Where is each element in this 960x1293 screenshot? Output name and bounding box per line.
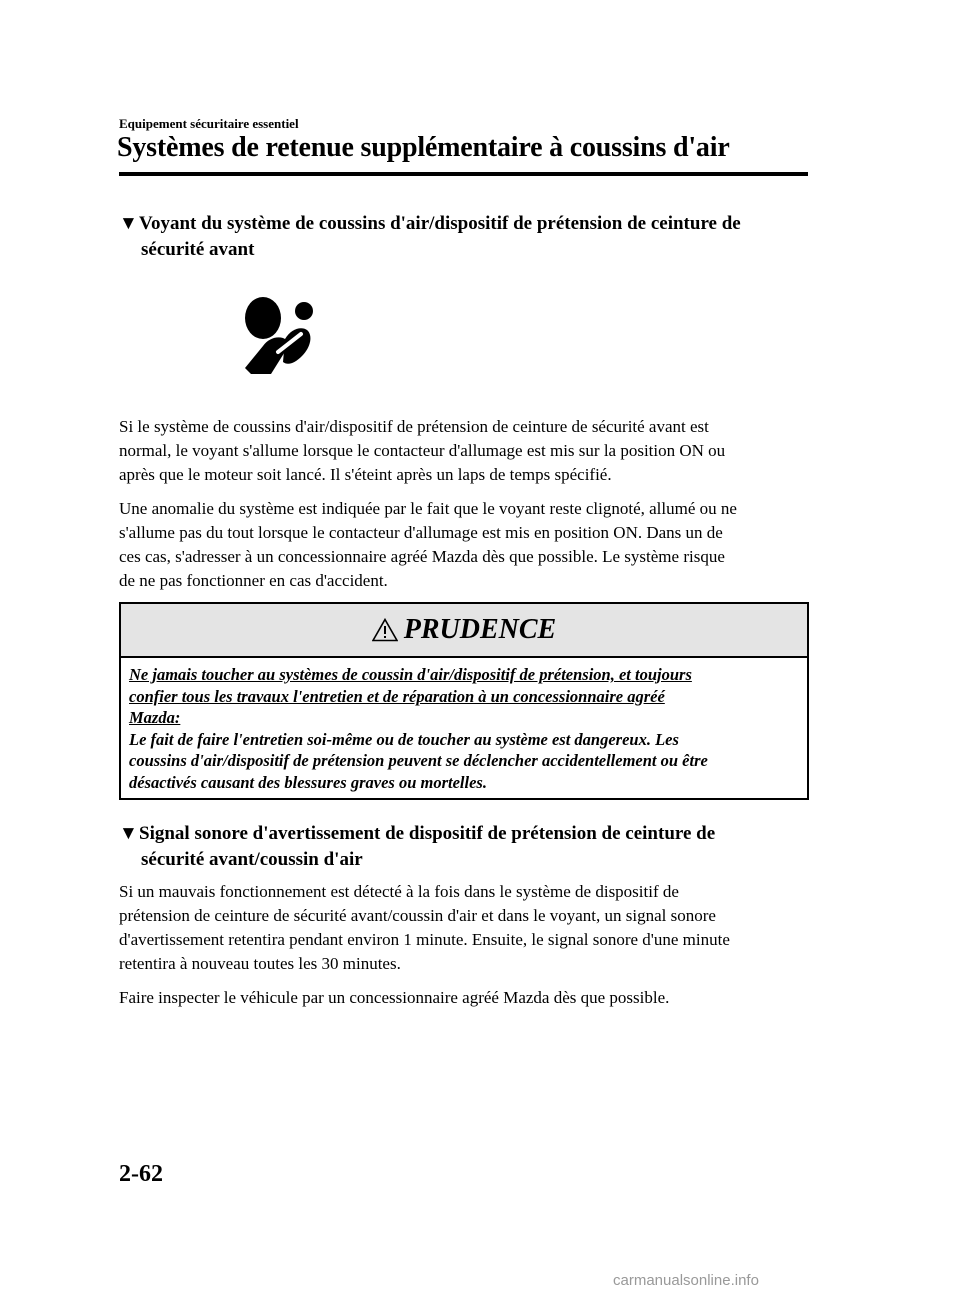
caution-underlined-line: Ne jamais toucher au systèmes de coussin d'air/dispositif de prétension, et toujours xyxy=(129,665,692,684)
text-line: de ne pas fonctionner en cas d'accident. xyxy=(119,571,388,590)
text-line: s'allume pas du tout lorsque le contacteur d'allumage est mis en position ON. Dans un de xyxy=(119,523,723,542)
section2-heading-line1: Signal sonore d'avertissement de dispositif de prétension de ceinture de xyxy=(139,823,716,844)
section1-paragraph1 xyxy=(119,415,819,487)
page-title: Systèmes de retenue supplémentaire à coussins d'air xyxy=(117,132,730,163)
caution-body xyxy=(121,658,807,793)
section2-paragraph1 xyxy=(119,880,819,976)
caution-underlined-line: confier tous les travaux l'entretien et de réparation à un concessionnaire agréé xyxy=(129,686,665,706)
text-line: Une anomalie du système est indiquée par le fait que le voyant reste clignoté, allumé ou ne xyxy=(119,499,737,518)
caution-title: PRUDENCE xyxy=(403,614,557,645)
section1-heading-line2: sécurité avant xyxy=(141,239,255,260)
section2-heading xyxy=(119,821,809,873)
caution-box xyxy=(119,602,809,800)
triangle-down-icon: ▼ xyxy=(119,213,138,234)
text-line: Si le système de coussins d'air/dispositif de prétension de ceinture de sécurité avant est xyxy=(119,417,709,436)
page-number: 2-62 xyxy=(119,1161,163,1187)
airbag-warning-icon xyxy=(241,296,316,376)
caution-header xyxy=(121,604,807,658)
text-line: d'avertissement retentira pendant environ 1 minute. Ensuite, le signal sonore d'une minute xyxy=(119,930,730,949)
caution-text-line: désactivés causant des blessures graves ou mortelles. xyxy=(129,772,487,792)
text-line: retentira à nouveau toutes les 30 minutes. xyxy=(119,954,401,973)
watermark: carmanualsonline.info xyxy=(613,1272,759,1289)
section1-heading-line1: Voyant du système de coussins d'air/dispositif de prétension de ceinture de xyxy=(139,213,741,234)
triangle-down-icon: ▼ xyxy=(119,823,138,844)
section1-heading xyxy=(119,211,809,263)
section2-heading-line2: sécurité avant/coussin d'air xyxy=(141,849,363,870)
title-rule xyxy=(119,172,808,176)
caution-text-line: coussins d'air/dispositif de prétension peuvent se déclencher accidentellement ou être xyxy=(129,751,708,770)
text-line: ces cas, s'adresser à un concessionnaire agréé Mazda dès que possible. Le système risque xyxy=(119,547,725,566)
section1-paragraph2 xyxy=(119,497,819,593)
caution-underlined-line: Mazda: xyxy=(129,708,181,727)
text-line: Si un mauvais fonctionnement est détecté à la fois dans le système de dispositif de xyxy=(119,882,679,901)
text-line: normal, le voyant s'allume lorsque le contacteur d'allumage est mis sur la position ON ou xyxy=(119,441,726,460)
text-line: prétension de ceinture de sécurité avant/coussin d'air et dans le voyant, un signal sonore xyxy=(119,906,716,925)
text-line: Faire inspecter le véhicule par un concessionnaire agréé Mazda dès que possible. xyxy=(119,988,670,1007)
text-line: après que le moteur soit lancé. Il s'éteint après un laps de temps spécifié. xyxy=(119,465,612,484)
section-label: Equipement sécuritaire essentiel xyxy=(119,116,299,131)
section2-paragraph2 xyxy=(119,986,819,1010)
caution-text-line: Le fait de faire l'entretien soi-même ou de toucher au système est dangereux. Les xyxy=(129,729,679,749)
warning-triangle-icon xyxy=(372,618,398,642)
